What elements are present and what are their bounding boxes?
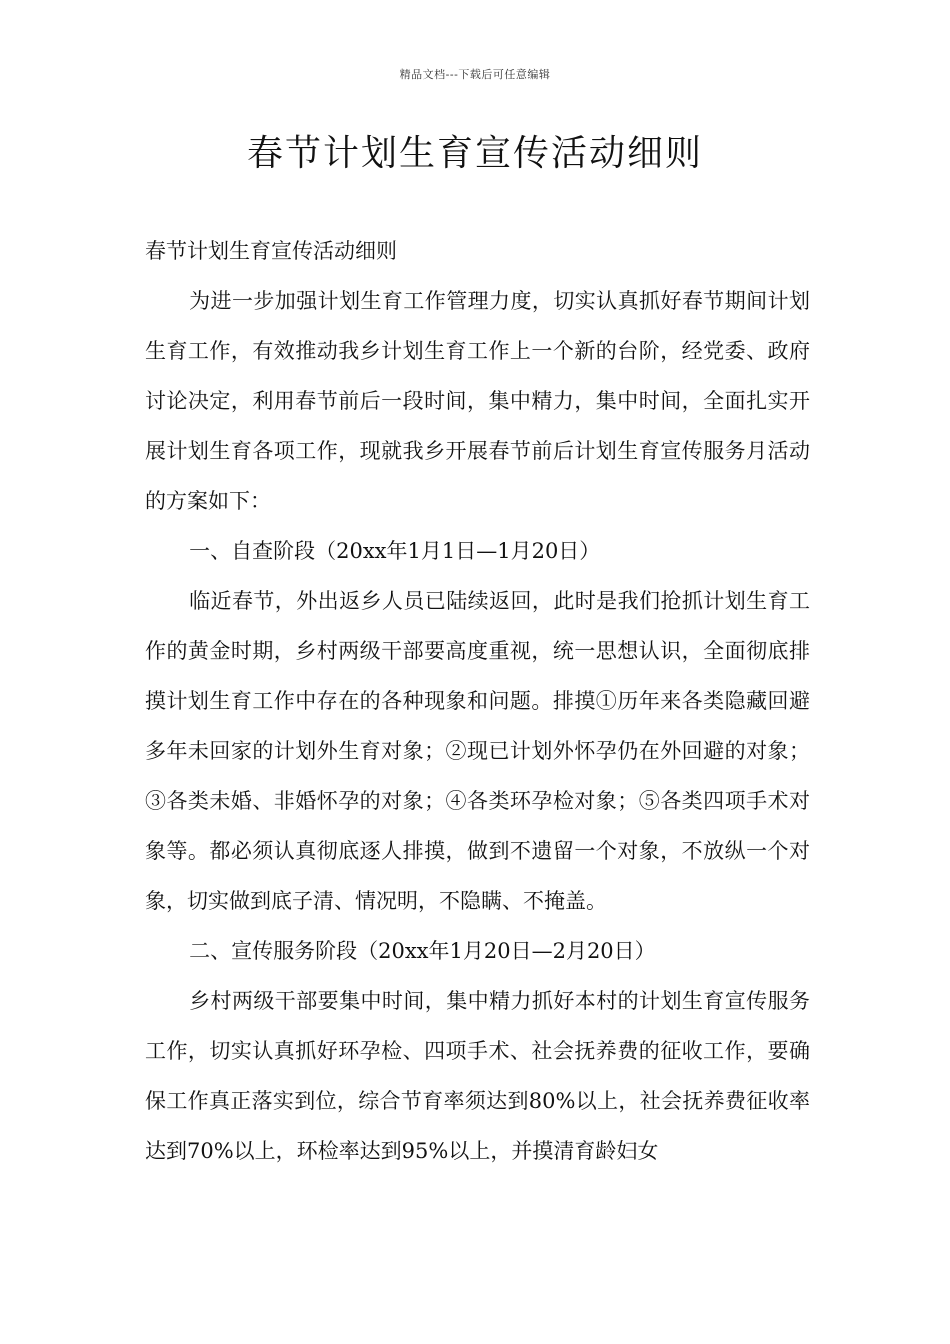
intro-paragraph: 为进一步加强计划生育工作管理力度，切实认真抓好春节期间计划生育工作，有效推动我乡计划生育工作上一个新的台阶，经党委、政府讨论决定，利用春节前后一段时间，集中精力，集中时间，全面扎实开展计划生育各项工作，现就我乡开展春节前后计划生育宣传服务月活动的方案如下： — [145, 289, 810, 513]
section-2-paragraph: 乡村两级干部要集中时间，集中精力抓好本村的计划生育宣传服务工作，切实认真抓好环孕检、四项手术、社会抚养费的征收工作，要确保工作真正落实到位，综合节育率须达到80%以上，社会抚养费征收率达到70%以上，环检率达到95%以上，并摸清育龄妇女 — [145, 989, 810, 1163]
section-heading-1: 一、自查阶段（20xx年1月1日—1月20日） — [189, 539, 601, 563]
section-1-paragraph: 临近春节，外出返乡人员已陆续返回，此时是我们抢抓计划生育工作的黄金时期，乡村两级干部要高度重视，统一思想认识，全面彻底排摸计划生育工作中存在的各种现象和问题。排摸①历年来各类隐藏回避多年未回家的计划外生育对象；②现已计划外怀孕仍在外回避的对象；③各类未婚、非婚怀孕的对象；④各类环孕检对象；⑤各类四项手术对象等。都必须认真彻底逐人排摸，做到不遗留一个对象，不放纵一个对象，切实做到底子清、情况明，不隐瞒、不掩盖。 — [145, 589, 810, 913]
document-body — [145, 226, 810, 1176]
document-subtitle: 春节计划生育宣传活动细则 — [145, 239, 397, 263]
header-note: 精品文档---下载后可任意编辑 — [399, 68, 551, 81]
section-heading-2: 二、宣传服务阶段（20xx年1月20日—2月20日） — [189, 939, 656, 963]
document-title: 春节计划生育宣传活动细则 — [246, 133, 703, 174]
